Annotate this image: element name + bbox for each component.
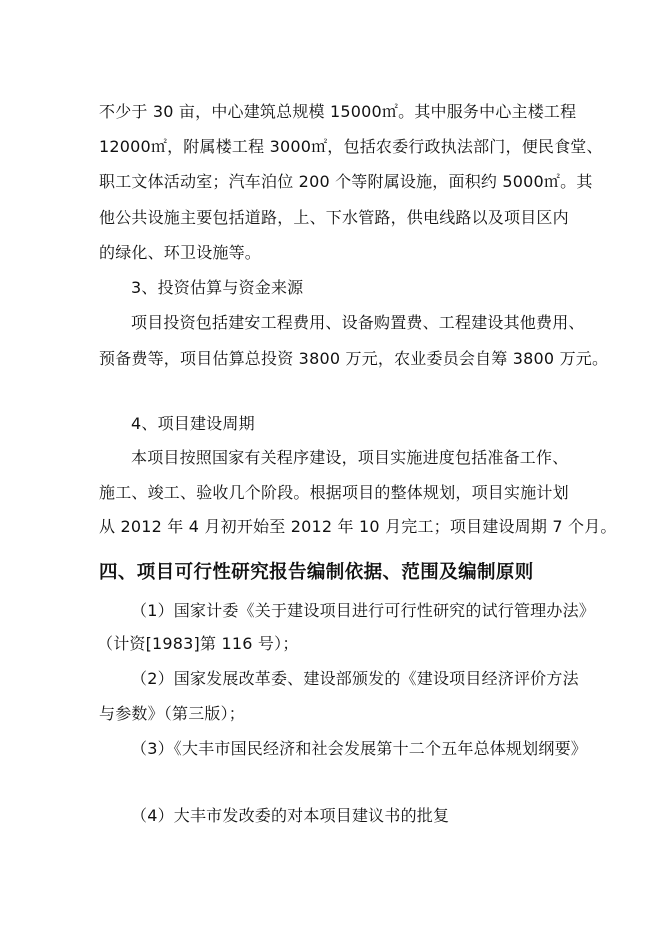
section-subheading: 4、项目建设周期 [131, 414, 255, 433]
paragraph-line: 他公共设施主要包括道路，上、下水管路，供电线路以及项目区内 [99, 208, 569, 227]
section-heading: 四、项目可行性研究报告编制依据、范围及编制原则 [99, 562, 534, 583]
list-item: （1）国家计委《关于建设项目进行可行性研究的试行管理办法》 [131, 601, 595, 620]
paragraph-line: 本项目按照国家有关程序建设，项目实施进度包括准备工作、 [131, 448, 569, 467]
paragraph-line: 施工、竣工、验收几个阶段。根据项目的整体规划，项目实施计划 [99, 483, 569, 502]
list-item-continuation: 与参数》（第三版）； [99, 704, 246, 723]
list-item: （3）《大丰市国民经济和社会发展第十二个五年总体规划纲要》 [131, 739, 587, 758]
list-item: （4）大丰市发改委的对本项目建议书的批复 [131, 806, 450, 825]
list-item-continuation: （计资[1983]第 116 号）； [97, 634, 299, 653]
paragraph-line: 预备费等，项目估算总投资 3800 万元，农业委员会自筹 3800 万元。 [99, 349, 609, 368]
paragraph-line: 不少于 30 亩，中心建筑总规模 15000㎡。其中服务中心主楼工程 [99, 102, 577, 121]
list-item: （2）国家发展改革委、建设部颁发的《建设项目经济评价方法 [131, 669, 579, 688]
section-subheading: 3、投资估算与资金来源 [131, 278, 304, 297]
paragraph-line: 职工文体活动室；汽车泊位 200 个等附属设施，面积约 5000㎡。其 [99, 172, 593, 191]
paragraph-line: 12000㎡，附属楼工程 3000㎡，包括农委行政执法部门，便民食堂、 [99, 137, 603, 156]
paragraph-line: 的绿化、环卫设施等。 [99, 243, 262, 262]
paragraph-line: 从 2012 年 4 月初开始至 2012 年 10 月完工；项目建设周期 7 个月。 [99, 517, 617, 536]
paragraph-line: 项目投资包括建安工程费用、设备购置费、工程建设其他费用、 [131, 313, 585, 332]
